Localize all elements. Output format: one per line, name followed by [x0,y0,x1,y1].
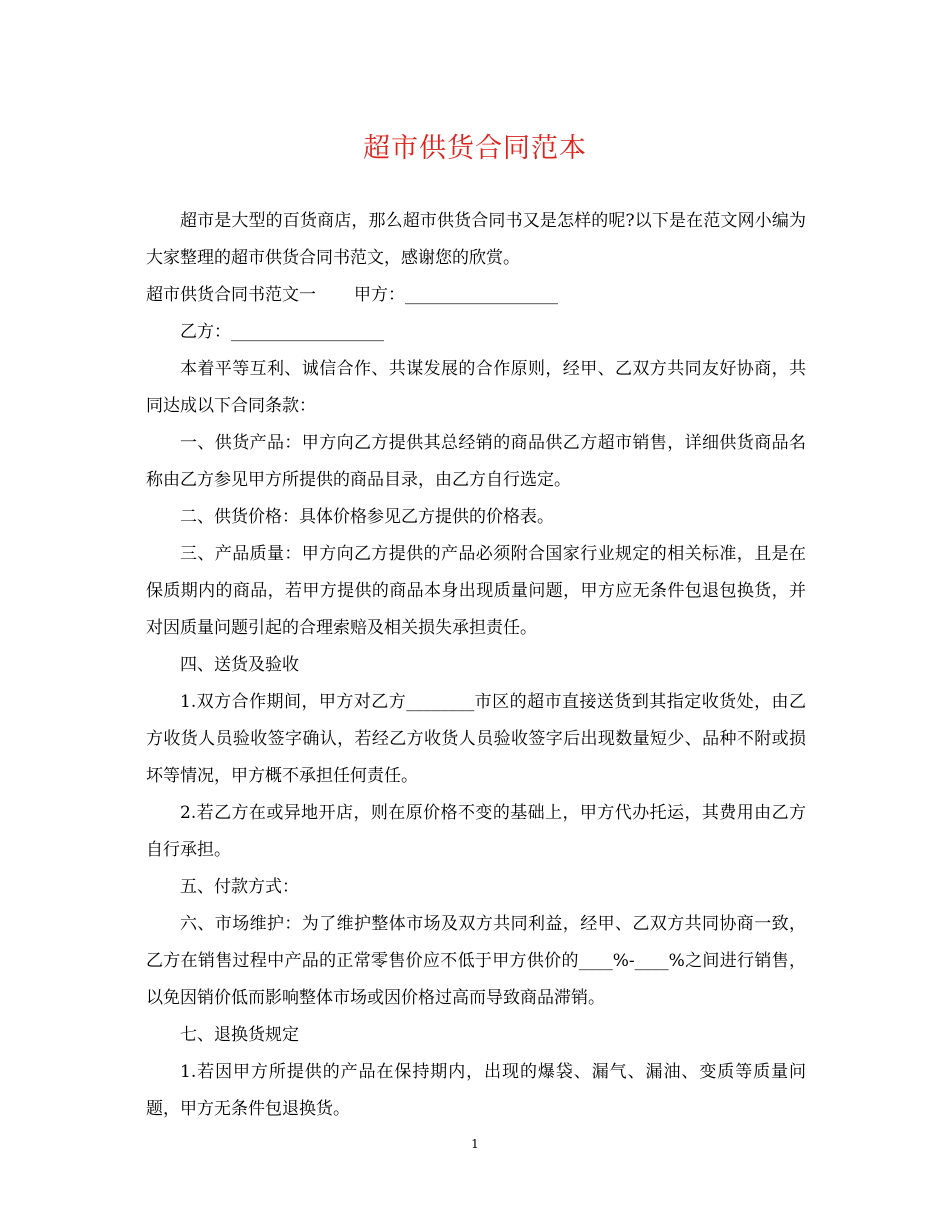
document-title: 超市供货合同范本 [363,133,587,164]
clause-returns-heading: 七、退换货规定 [180,1025,299,1045]
clause-supply-products: 一、供货产品：甲方向乙方提供其总经销的商品供乙方超市销售，详细供货商品名称由乙方参见甲方所提供的商品目录，由乙方自行选定。 [146,433,806,490]
clause-delivery-heading: 四、送货及验收 [180,655,299,675]
party-a-line [146,277,806,314]
preamble-paragraph: 本着平等互利、诚信合作、共谋发展的合作原则，经甲、乙双方共同友好协商，共同达成以下合同条款： [146,359,806,416]
clause-market-maintenance: 六、市场维护：为了维护整体市场及双方共同利益，经甲、乙双方共同协商一致，乙方在销售过程中产品的正常零售价应不低于甲方供价的____%-____%之间进行销售，以免因销价低而影响整体市场或因价格过高而导致商品滞销。 [146,914,806,1008]
party-a-field: 甲方：__________________ [354,285,558,305]
clause-returns-item-1: 1.若因甲方所提供的产品在保持期内，出现的爆袋、漏气、漏油、变质等质量问题，甲方无条件包退换货。 [146,1062,806,1119]
document-body [146,203,806,1128]
contract-heading: 超市供货合同书范文一 [146,285,316,305]
clause-supply-price: 二、供货价格：具体价格参见乙方提供的价格表。 [180,507,554,527]
clause-product-quality: 三、产品质量：甲方向乙方提供的产品必须附合国家行业规定的相关标准，且是在保质期内的商品，若甲方提供的商品本身出现质量问题，甲方应无条件包退包换货，并对因质量问题引起的合理索赔及相关损失承担责任。 [146,544,806,638]
party-b-field: 乙方：__________________ [180,322,384,342]
intro-paragraph: 超市是大型的百货商店，那么超市供货合同书又是怎样的呢?以下是在范文网小编为大家整理的超市供货合同书范文，感谢您的欣赏。 [146,211,806,268]
page-number: 1 [471,1137,479,1151]
clause-payment-heading: 五、付款方式： [180,877,299,897]
clause-delivery-item-2: 2.若乙方在或异地开店，则在原价格不变的基础上，甲方代办托运，其费用由乙方自行承担。 [146,803,806,860]
clause-delivery-item-1: 1.双方合作期间，甲方对乙方________市区的超市直接送货到其指定收货处，由乙方收货人员验收签字确认，若经乙方收货人员验收签字后出现数量短少、品种不附或损坏等情况，甲方概不承担任何责任。 [146,692,806,786]
